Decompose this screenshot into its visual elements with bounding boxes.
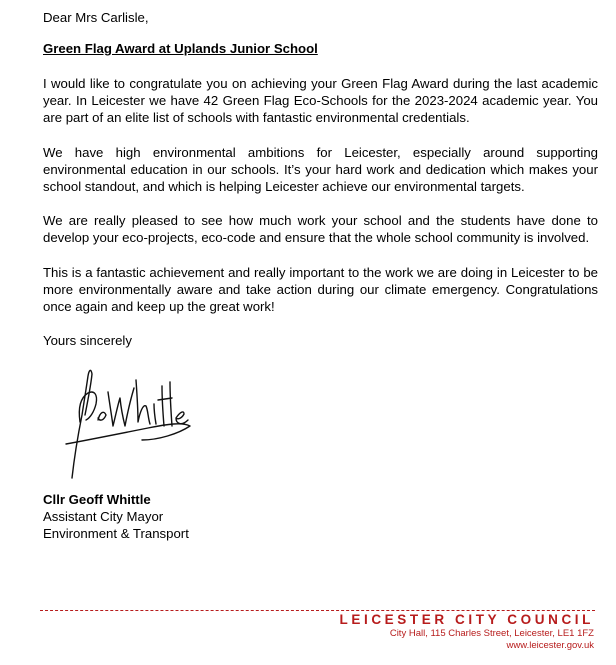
signer-title: Assistant City Mayor (43, 509, 164, 524)
subject-heading: Green Flag Award at Uplands Junior School (43, 41, 318, 56)
council-name: LEICESTER CITY COUNCIL (339, 612, 594, 627)
footer-divider (40, 610, 595, 611)
paragraph-achievement: This is a fantastic achievement and really important to the work we are doing in Leicester to be more environmentally aware and take action during our climate emergency. Congratulations once again and keep up the great work! (43, 265, 598, 314)
signer-department: Environment & Transport (43, 526, 189, 541)
council-address: City Hall, 115 Charles Street, Leicester, LE1 1FZ (389, 628, 594, 639)
paragraph-eco-projects: We are really pleased to see how much work your school and the students have done to develop your eco-projects, eco-code and ensure that the whole school community is involved. (43, 213, 598, 245)
paragraph-ambitions: We have high environmental ambitions for Leicester, especially around supporting environmental education in our schools. It’s your hard work and dedication which makes your school standout, and which is helping Leicester achieve our environmental targets. (43, 145, 598, 194)
signature-image (58, 360, 198, 480)
signer-name: Cllr Geoff Whittle (43, 492, 151, 507)
signer-block (43, 491, 189, 542)
council-website-link[interactable]: www.leicester.gov.uk (506, 640, 594, 651)
salutation: Dear Mrs Carlisle, (43, 10, 149, 25)
paragraph-congratulations: I would like to congratulate you on achieving your Green Flag Award during the last academic year. In Leicester we have 42 Green Flag Eco-Schools for the 2023-2024 academic year. You are part of an elite list of schools with fantastic environmental credentials. (43, 76, 598, 125)
closing: Yours sincerely (43, 333, 132, 348)
